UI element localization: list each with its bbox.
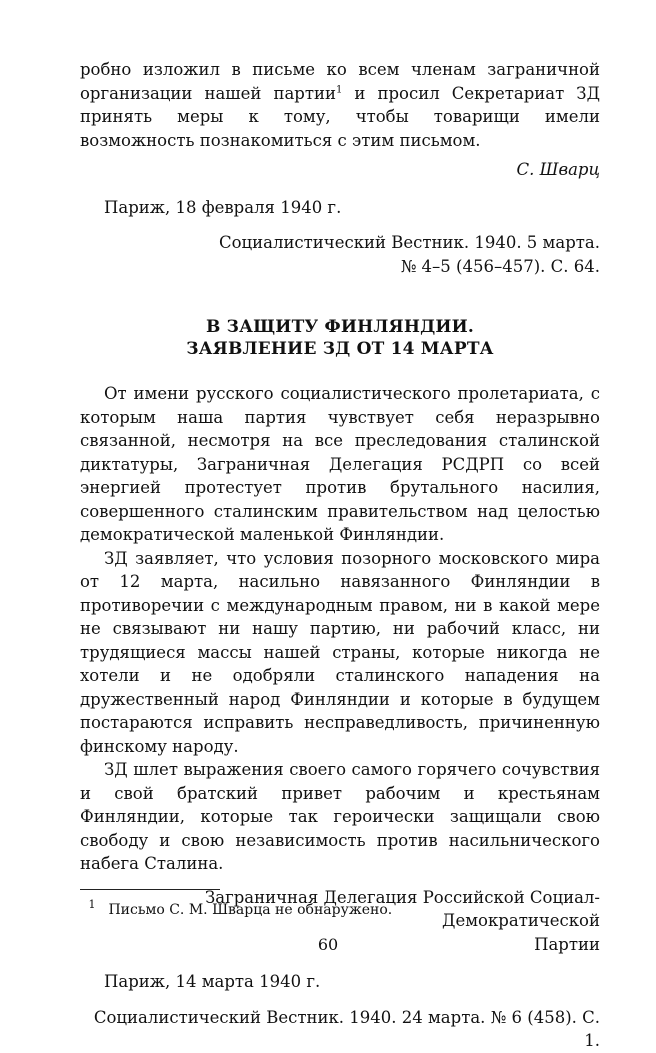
- statement-source: Социалистический Вестник. 1940. 24 марта. № 6 (458). С. 1.: [93, 1007, 600, 1050]
- continued-text-part2: и просил Секретариат ЗД принять меры к тому, чтобы товарищи имели возможность познакомиться с этим письмом.: [80, 83, 600, 150]
- letter-source: [80, 231, 600, 278]
- footnote-text: Письмо С. М. Шварца не обнаружено.: [108, 902, 393, 918]
- letter-source-line2: № 4–5 (456–457). С. 64.: [400, 256, 600, 276]
- statement-dateline: Париж, 14 марта 1940 г.: [104, 972, 321, 991]
- statement-paragraph-3: ЗД шлет выражения своего самого горячего сочувствия и свой братский привет рабочим и крестьянам Финляндии, которые так героически защищали свою свободу и свою независимость против насильнического набега Сталина.: [80, 760, 600, 873]
- continued-paragraph: [80, 58, 600, 152]
- continued-text-part1: робно изложил в письме ко всем членам заграничной организации нашей партии: [80, 60, 600, 103]
- letter-source-line1: Социалистический Вестник. 1940. 5 марта.: [218, 233, 600, 252]
- letter-signature: С. Шварц: [516, 160, 600, 179]
- statement-paragraph-2: ЗД заявляет, что условия позорного московского мира от 12 марта, насильно навязанного Финляндии в противоречии с международным правом, ни в какой мере не связывают ни нашу партию, ни рабочий класс, ни трудящиеся массы нашей страны, которые никогда не хотели и не одобряли сталинского нападения на дружественный народ Финляндии и которые в будущем постараются исправить несправедливость, причиненную финскому народу.: [80, 548, 600, 756]
- statement-title: [80, 316, 600, 360]
- letter-dateline: Париж, 18 февраля 1940 г.: [104, 197, 342, 217]
- statement-title-line1: В ЗАЩИТУ ФИНЛЯНДИИ.: [205, 317, 475, 337]
- page-number: 60: [317, 935, 339, 954]
- footnote-divider: [80, 889, 220, 890]
- statement-paragraph-1: От имени русского социалистического пролетариата, с которым наша партия чувствует себя неразрывно связанной, несмотря на все преследования сталинской диктатуры, Заграничная Делегация РСДРП со всей энергией протестует против брутального насилия, совершенного сталинским правительством над целостью демократической маленькой Финляндии.: [80, 384, 600, 544]
- statement-organization-line1: Заграничная Делегация Российской Социал-Демократической: [204, 887, 600, 930]
- statement-title-line2: ЗАЯВЛЕНИЕ ЗД ОТ 14 МАРТА: [186, 339, 494, 359]
- statement-organization-line2: Партии: [534, 934, 600, 954]
- footnote: 1 Письмо С. М. Шварца не обнаружено.: [88, 898, 393, 918]
- footnote-reference[interactable]: 1: [335, 84, 343, 95]
